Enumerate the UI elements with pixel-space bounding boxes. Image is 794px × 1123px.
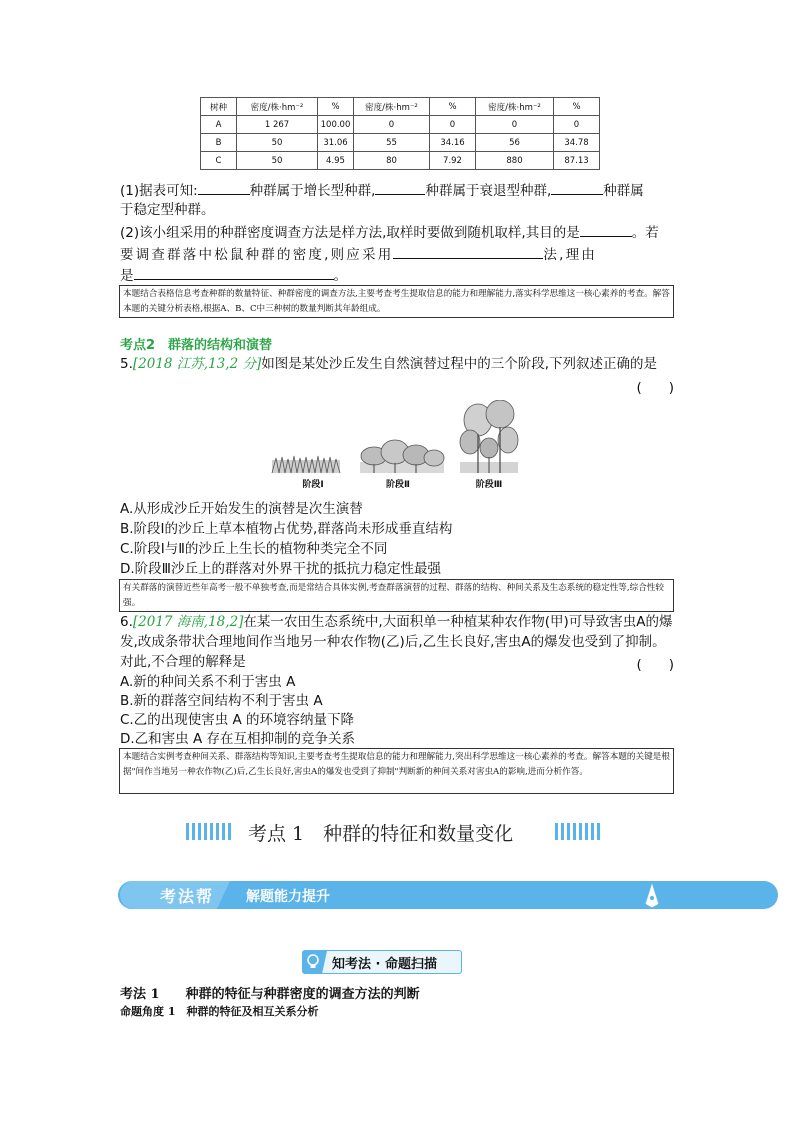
method-bar-label: 考法帮 (160, 887, 215, 906)
table-row (201, 134, 600, 152)
table-header-cell: 密度/株·hm⁻² (476, 98, 554, 116)
table-cell: A (201, 116, 237, 134)
stage-2-shrub-illustration (360, 440, 444, 473)
table-header-cell: 密度/株·hm⁻² (354, 98, 430, 116)
q4-part1-line1 (120, 180, 644, 201)
banner-stripe-decoration (555, 823, 601, 840)
table-cell: 0 (554, 116, 600, 134)
sub-banner-label: 知考法 · 命题扫描 (332, 957, 437, 972)
table-cell: C (201, 152, 237, 170)
answer-blank[interactable] (375, 180, 425, 195)
q4-part2-line2 (120, 244, 597, 265)
option-c[interactable]: C.乙的出现使害虫 A 的环境容纳量下降 (120, 712, 355, 728)
method-bar-subtitle: 解题能力提升 (246, 889, 330, 905)
table-cell: 0 (430, 116, 476, 134)
table-cell: 31.06 (318, 134, 354, 152)
question-stem: 在某一农田生态系统中,大面积单一种植某种农作物(甲)可导致害虫A的爆 (243, 614, 673, 630)
option-a[interactable]: A.从形成沙丘开始发生的演替是次生演替 (120, 501, 363, 517)
q4-text: (1)据表可知: (120, 183, 198, 199)
table-header-cell: % (430, 98, 476, 116)
answer-paren[interactable]: ( ) (636, 657, 674, 673)
q5-analysis-note: 有关群落的演替近些年高考一般不单独考查,而是常结合具体实例,考查群落演替的过程、群落的结构、种间关系及生态系统的稳定性等,综合性较强。 (119, 579, 674, 612)
q4-part2-line1 (120, 222, 659, 243)
section-banner-title: 考点 1 种群的特征和数量变化 (248, 823, 514, 845)
answer-blank[interactable] (134, 265, 334, 280)
option-d[interactable]: D.阶段Ⅲ沙丘上的群落对外界干扰的抵抗力稳定性最强 (120, 561, 441, 577)
table-cell: 87.13 (554, 152, 600, 170)
q6-analysis-note: 本题结合实例考查种间关系、群落结构等知识,主要考查考生提取信息的能力和理解能力,突出科学思维这一核心素养的考查。解答本题的关键是根据"间作当地另一种农作物(乙)后,乙生长良好,害虫A的爆发也受到了抑制"判断新的种间关系对害虫A的影响,进而分析作答。 (119, 748, 674, 794)
table-row (201, 152, 600, 170)
answer-blank[interactable] (198, 180, 250, 195)
q5-stem (120, 355, 657, 374)
answer-paren[interactable]: ( ) (636, 380, 674, 396)
table-header-cell: % (318, 98, 354, 116)
table-cell: 34.16 (430, 134, 476, 152)
q4-text: 要调查群落中松鼠种群的密度,则应采用 (120, 247, 394, 263)
table-cell: 0 (476, 116, 554, 134)
table-cell: 80 (354, 152, 430, 170)
q4-text: 种群属 (603, 183, 644, 199)
method-title: 考法 1 种群的特征与种群密度的调查方法的判断 (120, 987, 420, 1002)
density-table (200, 97, 600, 170)
table-cell: 55 (354, 134, 430, 152)
table-cell: 34.78 (554, 134, 600, 152)
answer-blank[interactable] (393, 244, 543, 259)
question-number: 5. (120, 356, 133, 372)
q4-part2-line3 (120, 265, 347, 286)
lightbulb-icon (305, 953, 321, 970)
stage-3-forest-illustration (460, 400, 518, 473)
question-source: [2018 江苏,13,2 分] (132, 356, 262, 372)
q4-text: 。 (333, 268, 347, 284)
stage-label: 阶段Ⅲ (475, 480, 503, 490)
stage-1-grass-illustration (272, 456, 340, 473)
q4-text: 种群属于衰退型种群, (425, 183, 552, 199)
option-a[interactable]: A.新的种间关系不利于害虫 A (120, 674, 296, 690)
stage-label: 阶段Ⅱ (386, 480, 410, 490)
section-title: 考点2 群落的结构和演替 (120, 338, 273, 353)
table-cell: 1 267 (237, 116, 318, 134)
option-b[interactable]: B.新的群落空间结构不利于害虫 A (120, 693, 323, 709)
table-cell: B (201, 134, 237, 152)
table-cell: 56 (476, 134, 554, 152)
q6-stem-line1 (120, 613, 672, 632)
table-cell: 880 (476, 152, 554, 170)
table-cell: 50 (237, 152, 318, 170)
q4-analysis-note: 本题结合表格信息考查种群的数量特征、种群密度的调查方法,主要考查考生提取信息的能力和理解能力,落实科学思维这一核心素养的考查。解答本题的关键分析表格,根据A、B、C中三种树的数量判断其年龄组成。 (119, 285, 674, 318)
question-source: [2017 海南,18,2] (132, 614, 244, 630)
stage-label: 阶段Ⅰ (302, 480, 324, 490)
answer-blank[interactable] (551, 180, 603, 195)
q4-text: 于稳定型种群。 (120, 202, 215, 218)
table-header-cell: 树种 (201, 98, 237, 116)
q4-part1-line2 (120, 201, 215, 220)
q4-text: (2)该小组采用的种群密度调查方法是样方法,取样时要做到随机取样,其目的是 (120, 225, 580, 241)
q4-text: 。若 (631, 225, 659, 241)
q4-text: 法,理由 (543, 247, 597, 263)
option-d[interactable]: D.乙和害虫 A 存在互相抑制的竞争关系 (120, 731, 356, 747)
table-cell: 50 (237, 134, 318, 152)
q4-text: 是 (120, 268, 134, 284)
question-angle: 命题角度 1 种群的特征及相互关系分析 (120, 1005, 319, 1018)
pen-icon (640, 880, 664, 910)
q6-stem-line3: 对此,不合理的解释是 (120, 654, 246, 670)
table-header-row (201, 98, 600, 116)
option-b[interactable]: B.阶段Ⅰ的沙丘上草本植物占优势,群落尚未形成垂直结构 (120, 521, 453, 537)
q4-text: 种群属于增长型种群, (249, 183, 376, 199)
table-cell: 7.92 (430, 152, 476, 170)
question-number: 6. (120, 614, 133, 630)
table-cell: 0 (354, 116, 430, 134)
table-row (201, 116, 600, 134)
table-cell: 100.00 (318, 116, 354, 134)
answer-blank[interactable] (580, 222, 632, 237)
table-header-cell: % (554, 98, 600, 116)
question-stem: 如图是某处沙丘发生自然演替过程中的三个阶段,下列叙述正确的是 (261, 356, 658, 372)
q6-stem-line2: 发,改成条带状合理地间作当地另一种农作物(乙)后,乙生长良好,害虫A的爆发也受到了抑制。 (120, 634, 666, 650)
table-header-cell: 密度/株·hm⁻² (237, 98, 318, 116)
option-c[interactable]: C.阶段Ⅰ与Ⅱ的沙丘上生长的植物种类完全不同 (120, 541, 388, 557)
banner-stripe-decoration (186, 823, 232, 840)
table-cell: 4.95 (318, 152, 354, 170)
